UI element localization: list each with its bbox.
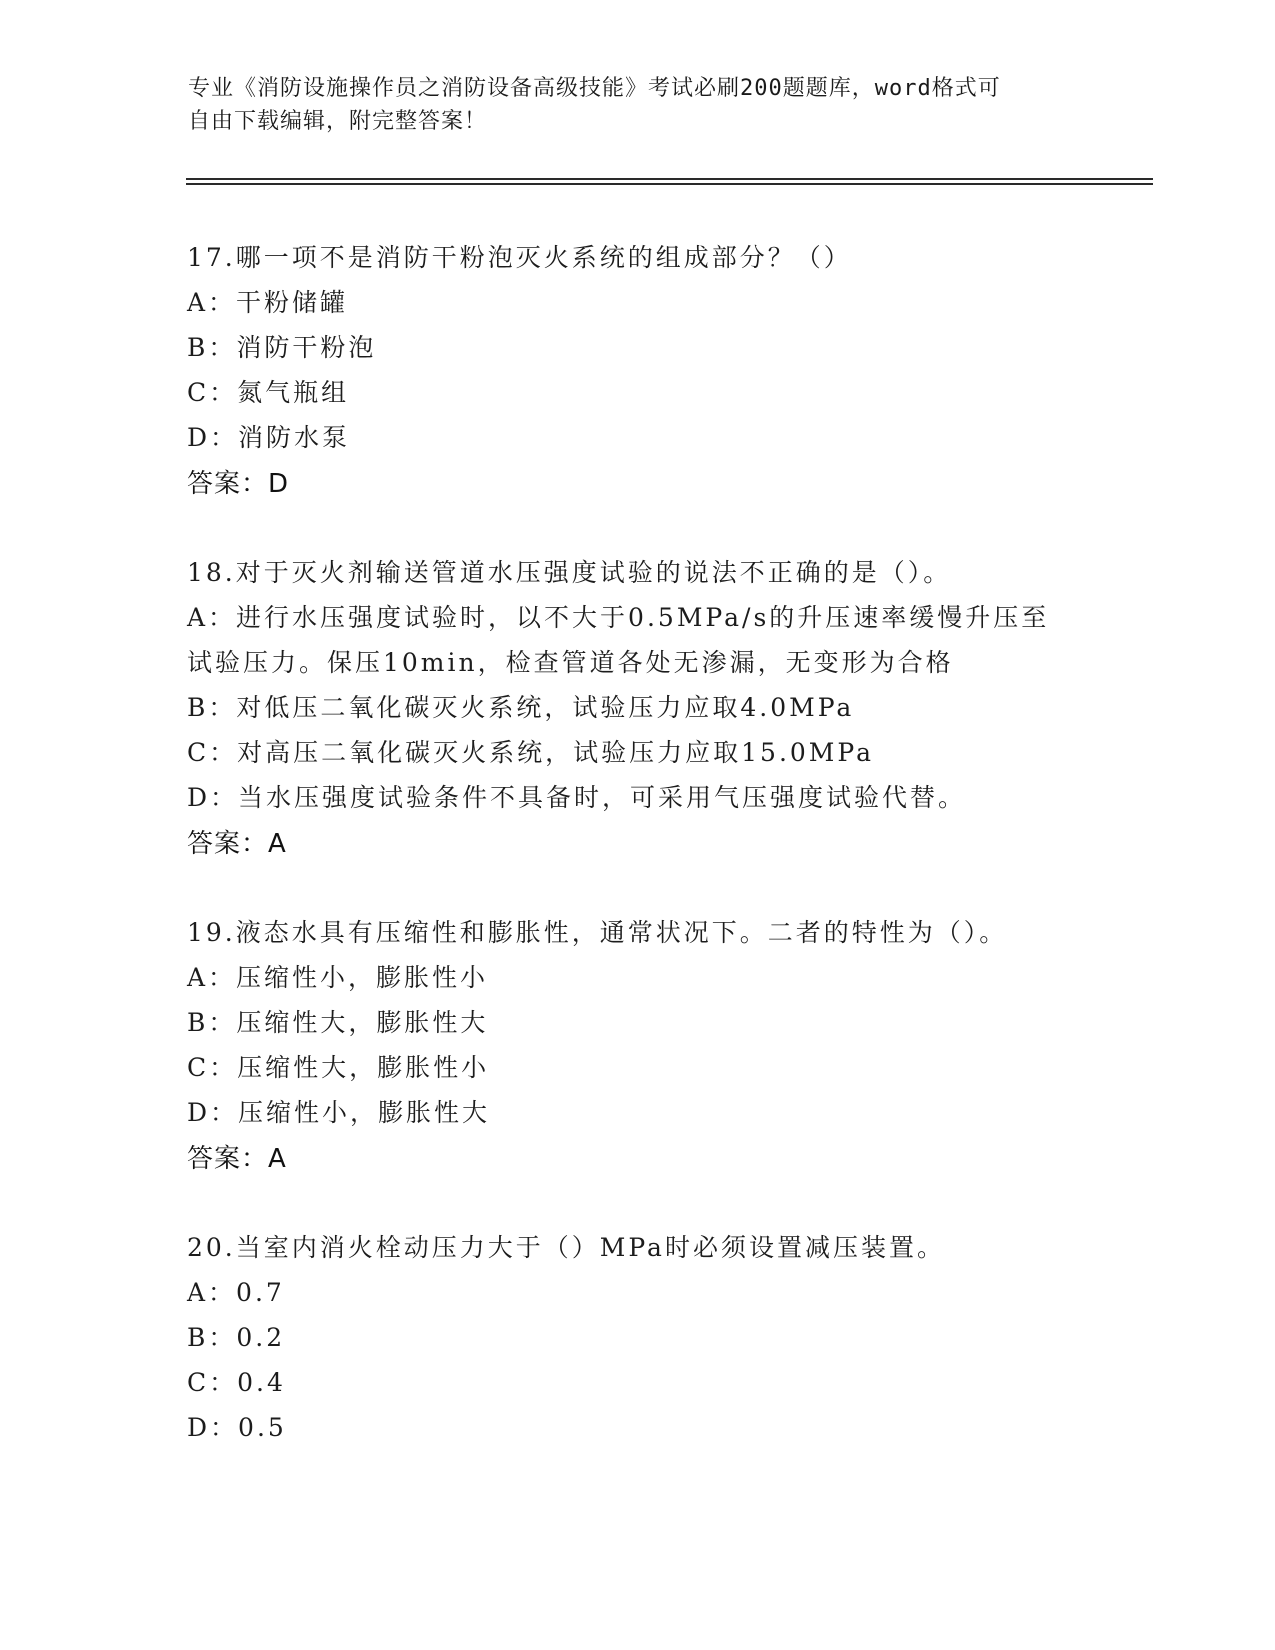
- option-d: D：0.5: [187, 1413, 287, 1442]
- question-stem: 20.当室内消火栓动压力大于（）MPa时必须设置减压装置。: [187, 1233, 945, 1262]
- option-c: C：氮气瓶组: [187, 378, 350, 407]
- option-c: C：0.4: [187, 1368, 286, 1397]
- answer-label: 答案：A: [187, 829, 287, 859]
- option-b: B：对低压二氧化碳灭火系统，试验压力应取4.0MPa: [187, 693, 855, 722]
- option-d: D：当水压强度试验条件不具备时，可采用气压强度试验代替。: [187, 783, 967, 812]
- document-header: [188, 72, 1088, 138]
- question-stem: 19.液态水具有压缩性和膨胀性，通常状况下。二者的特性为（）。: [187, 918, 1008, 947]
- option-a: A：0.7: [187, 1278, 285, 1307]
- answer-label: 答案：A: [187, 1144, 287, 1174]
- header-line-1: 专业《消防设施操作员之消防设备高级技能》考试必刷200题题库，word格式可: [188, 76, 1001, 101]
- answer-label: 答案：D: [187, 469, 290, 499]
- option-a-line-1: A：进行水压强度试验时，以不大于0.5MPa/s的升压速率缓慢升压至: [187, 603, 1050, 632]
- option-a: A：压缩性小，膨胀性小: [187, 963, 489, 992]
- question-stem: 17.哪一项不是消防干粉泡灭火系统的组成部分？（）: [187, 243, 852, 272]
- option-b: B：压缩性大，膨胀性大: [187, 1008, 489, 1037]
- question-stem: 18.对于灭火剂输送管道水压强度试验的说法不正确的是（）。: [187, 558, 952, 587]
- option-c: C：压缩性大，膨胀性小: [187, 1053, 490, 1082]
- option-c: C：对高压二氧化碳灭火系统，试验压力应取15.0MPa: [187, 738, 874, 767]
- option-a-line-2: 试验压力。保压10min，检查管道各处无渗漏，无变形为合格: [187, 648, 954, 677]
- option-d: D：压缩性小，膨胀性大: [187, 1098, 491, 1127]
- header-divider-bottom: [186, 183, 1153, 185]
- option-b: B：0.2: [187, 1323, 286, 1352]
- header-divider-top: [186, 178, 1153, 180]
- option-a: A：干粉储罐: [187, 288, 349, 317]
- option-d: D：消防水泵: [187, 423, 351, 452]
- header-line-2: 自由下载编辑，附完整答案！: [188, 109, 488, 134]
- option-b: B：消防干粉泡: [187, 333, 377, 362]
